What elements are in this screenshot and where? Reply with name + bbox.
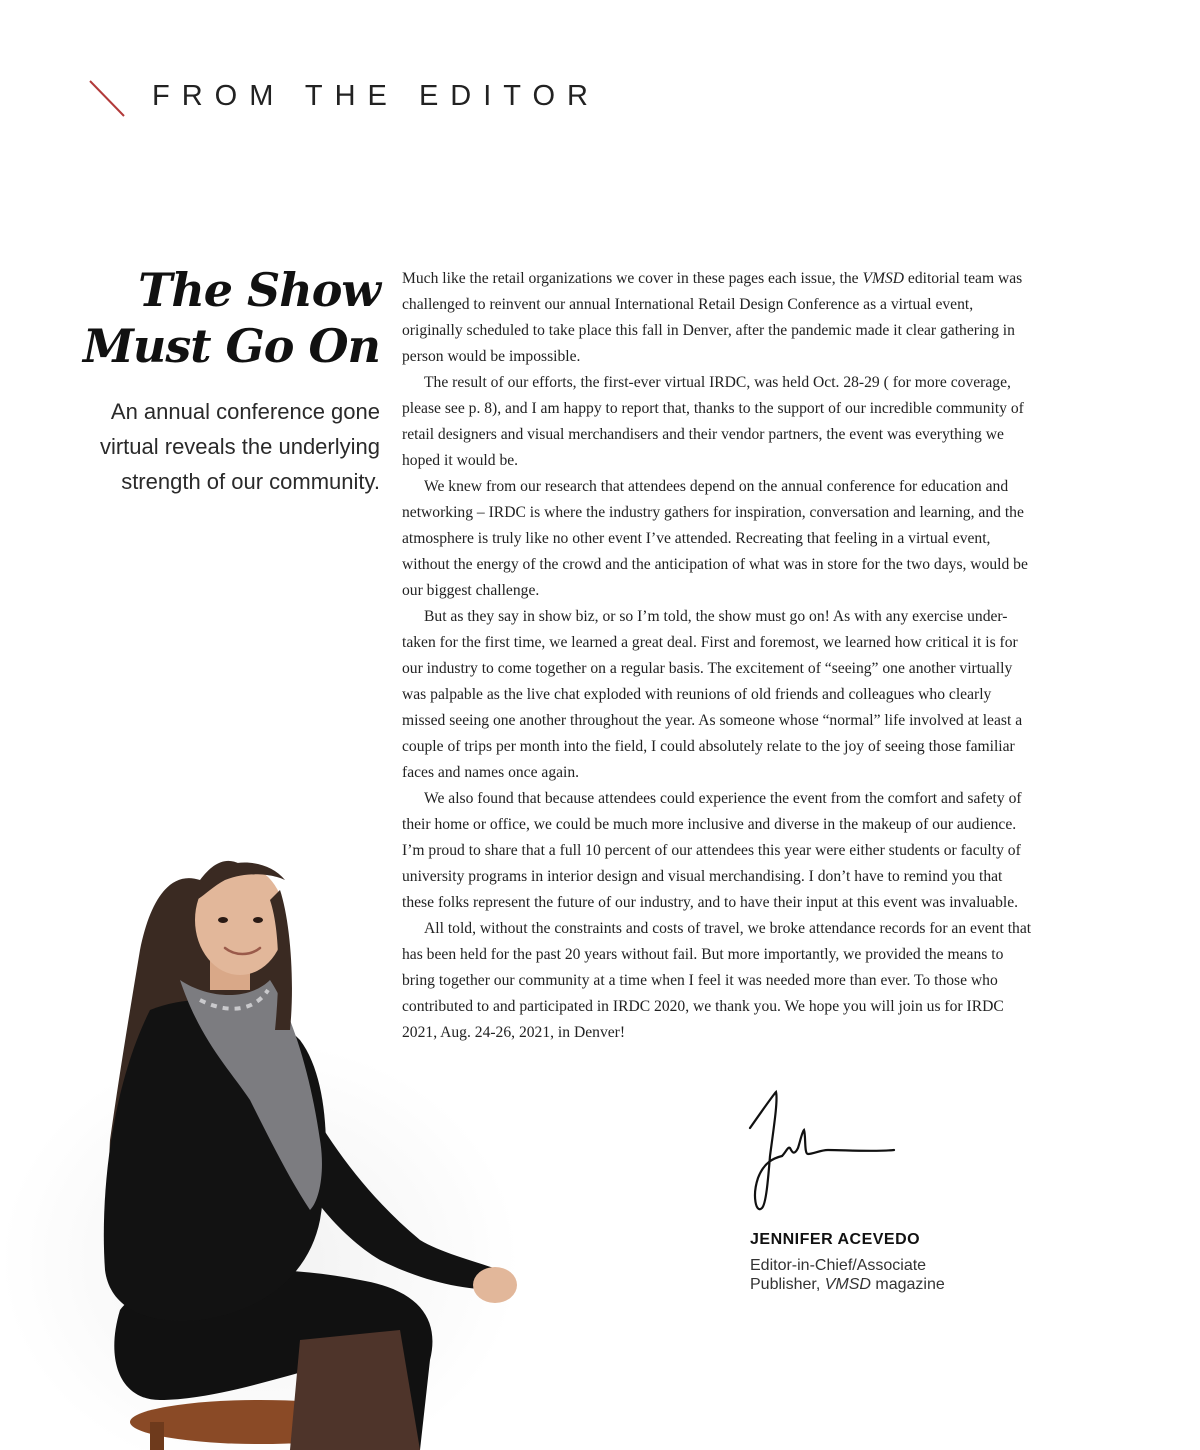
signature-icon bbox=[744, 1086, 904, 1216]
slash-accent-icon bbox=[88, 78, 128, 118]
publication-name-signoff: VMSD bbox=[824, 1276, 871, 1293]
paragraph-3: We knew from our research that attendees depend on the annual conference for education and networking – IRDC is where the industry gathers for inspiration, conversation and learning, and the atmosphere is truly like no other event I’ve attended. Recreating that feeling in a virtual event, without the energy of the crowd and the anticipation of what was in store for the two days, would be our biggest challenge. bbox=[402, 478, 1028, 599]
author-title: Editor-in-Chief/Associate Publisher, VMSD magazine bbox=[750, 1257, 945, 1293]
dek: An annual conference gone virtual reveals the underlying strength of our community. bbox=[99, 399, 380, 494]
paragraph-1: Much like the retail organizations we cover in these pages each issue, the VMSD editorial team was challenged to reinvent our annual International Retail Design Conference as a virtual event, originally scheduled to take place this fall in Denver, after the pandemic made it clear gathering in person would be impossible. bbox=[402, 270, 1023, 365]
headline-line-1: The Show bbox=[138, 263, 380, 317]
paragraph-2: The result of our efforts, the first-ever virtual IRDC, was held Oct. 28-29 ( for more coverage, please see p. 8), and I am happy to report that, thanks to the support of our incredible community of retail designers and visual merchandisers and their vendor partners, the event was everything we hoped it would be. bbox=[402, 374, 1024, 469]
publication-name: VMSD bbox=[862, 270, 905, 287]
paragraph-4: But as they say in show biz, or so I’m told, the show must go on! As with any exercise under-taken for the first time, we learned a great deal. First and foremost, we learned how critical it is for our industry to come together on a regular basis. The excitement of “seeing” one another virtually was palpable as the live chat exploded with reunions of old friends and colleagues who clearly missed seeing one another throughout the year. As someone whose “normal” life involved at least a couple of trips per month into the field, I could absolutely relate to the joy of seeing those familiar faces and names once again. bbox=[402, 608, 1023, 781]
editor-portrait-image bbox=[0, 840, 560, 1450]
author-name: JENNIFER ACEVEDO bbox=[750, 1231, 921, 1248]
section-header bbox=[88, 78, 688, 118]
section-label: FROM THE EDITOR bbox=[152, 80, 600, 112]
headline bbox=[80, 262, 380, 374]
headline-line-2: Must Go On bbox=[82, 319, 380, 373]
paragraph-5: We also found that because attendees could experience the event from the comfort and safety of their home or office, we could be much more inclusive and diverse in the makeup of our audience. I’m proud to share that a full 10 percent of our attendees this year were either students or faculty of university programs in interior design and visual merchandising. I don’t have to remind you that these folks represent the future of our industry, and to have their input at this event was invaluable. bbox=[402, 790, 1022, 911]
paragraph-6: All told, without the constraints and costs of travel, we broke attendance records for an event that has been held for the past 20 years without fail. But more importantly, we provided the means to bring together our community at a time when I feel it was needed more than ever. To those who contributed to and participated in IRDC 2020, we thank you. We hope you will join us for IRDC 2021, Aug. 24-26, 2021, in Denver! bbox=[402, 920, 1032, 1041]
